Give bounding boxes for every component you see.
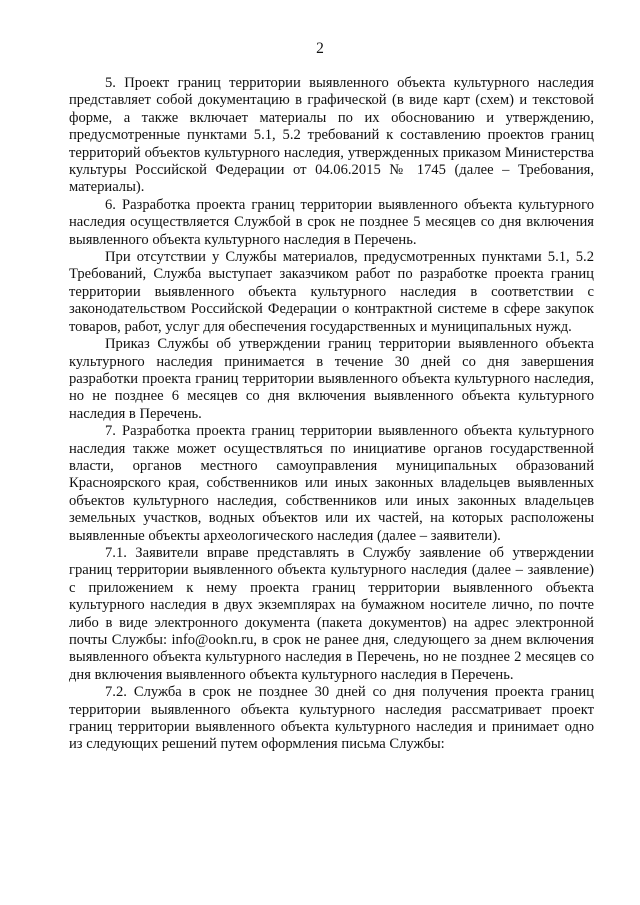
page-number: 2 bbox=[316, 40, 324, 57]
paragraph-5: 5. Проект границ территории выявленного объекта культурного наследия представляет собой документацию в графической (в виде карт (схем) и текстовой форме, а также включает материалы по их обоснованию и утверждению, предусмотренные пунктами 5.1, 5.2 требований к составлению проектов границ территорий объектов культурного наследия, утвержденных приказом Министерства культуры Российской Федерации от 04.06.2015 № 1745 (далее – Требования, материалы). bbox=[69, 75, 594, 196]
paragraph-7-1: 7.1. Заявители вправе представлять в Службу заявление об утверждении границ территории выявленного объекта культурного наследия (далее – заявление) с приложением к нему проекта границ территории выявленного объекта культурного наследия в двух экземплярах на бумажном носителе лично, по почте либо в виде электронного документа (пакета документов) на адрес электронной почты Службы: info@ookn.ru, в срок не ранее дня, следующего за днем включения выявленного объекта культурного наследия в Перечень, но не позднее 2 месяцев со дня включения выявленного объекта культурного наследия в Перечень. bbox=[69, 544, 594, 683]
paragraph-6-materials-absent: При отсутствии у Службы материалов, предусмотренных пунктами 5.1, 5.2 Требований, Служба выступает заказчиком работ по разработке проекта границ территории выявленного объекта культурного наследия в соответствии с законодательством Российской Федерации о контрактной системе в сфере закупок товаров, работ, услуг для обеспечения государственных и муниципальных нужд. bbox=[69, 249, 594, 335]
paragraph-7: 7. Разработка проекта границ территории выявленного объекта культурного наследия также может осуществляться по инициативе органов государственной власти, органов местного самоуправления муниципальных образований Красноярского края, собственников или иных законных владельцев выявленных объектов культурного наследия, собственников или иных законных владельцев земельных участков, водных объектов или их частей, на которых расположены выявленные объекты археологического наследия (далее – заявители). bbox=[69, 423, 594, 544]
paragraph-6-order-approval: Приказ Службы об утверждении границ территории выявленного объекта культурного наследия принимается в течение 30 дней со дня завершения разработки проекта границ территории выявленного объекта культурного наследия, но не позднее 6 месяцев со дня включения выявленного объекта культурного наследия в Перечень. bbox=[69, 336, 594, 422]
paragraph-6: 6. Разработка проекта границ территории выявленного объекта культурного наследия осуществляется Службой в срок не позднее 5 месяцев со дня включения выявленного объекта культурного наследия в Перечень. bbox=[69, 196, 594, 248]
paragraph-7-2: 7.2. Служба в срок не позднее 30 дней со дня получения проекта границ территории выявленного объекта культурного наследия рассматривает проект границ территории выявленного объекта культурного наследия и принимает одно из следующих решений путем оформления письма Службы: bbox=[69, 684, 594, 753]
document-body bbox=[69, 75, 594, 754]
